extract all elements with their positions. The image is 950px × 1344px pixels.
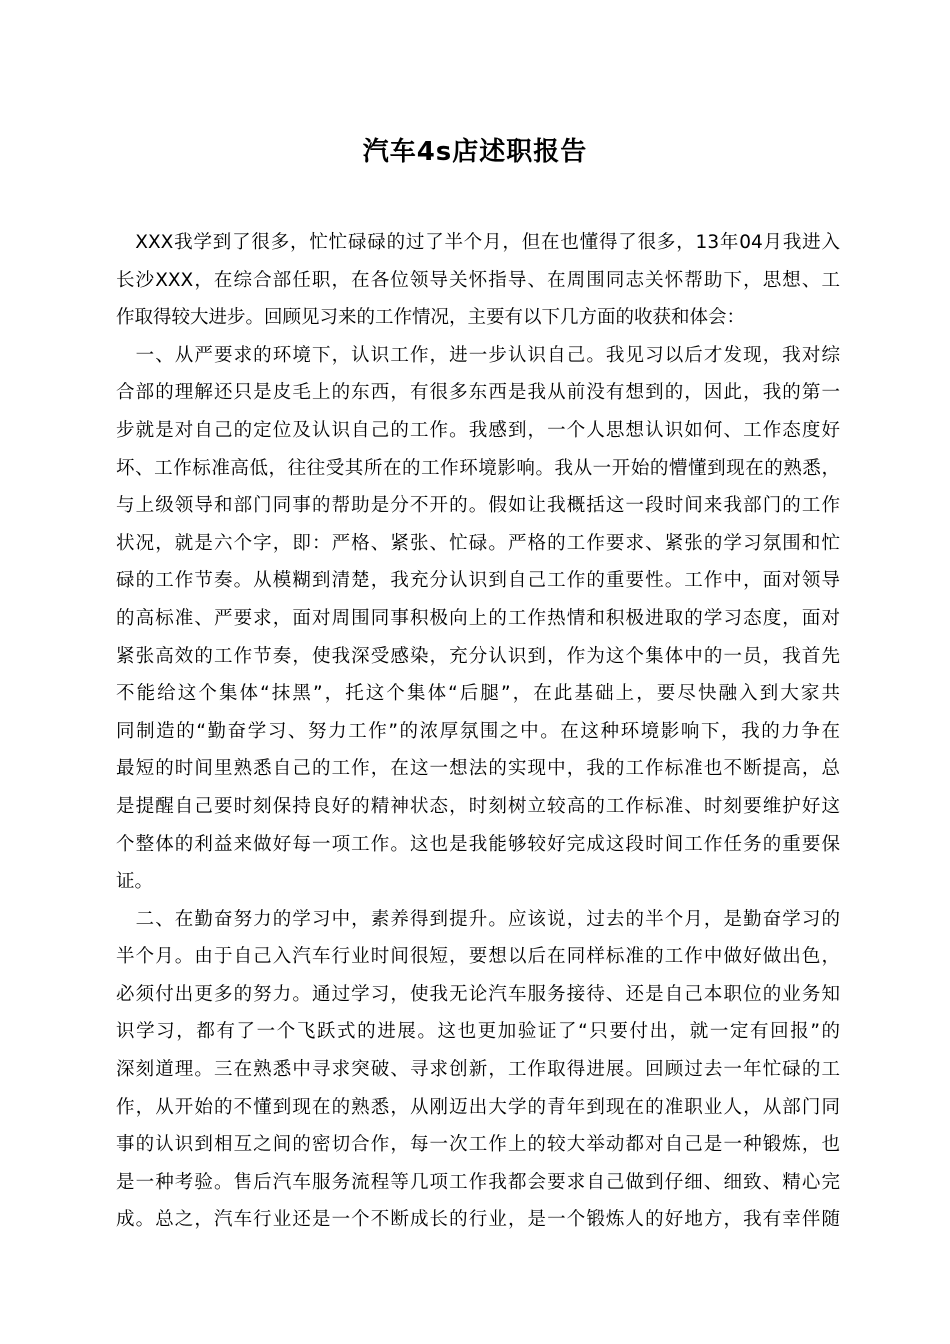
body-line: 深刻道理。三在熟悉中寻求突破、寻求创新，工作取得进展。回顾过去一年忙碌的工	[116, 1059, 840, 1081]
body-line: 坏、工作标准高低，往往受其所在的工作环境影响。我从一开始的懵懂到现在的熟悉，	[116, 457, 840, 479]
body-line: 识学习，都有了一个飞跃式的进展。这也更加验证了“只要付出，就一定有回报”的	[116, 1021, 840, 1043]
body-line: 事的认识到相互之间的密切合作，每一次工作上的较大举动都对自己是一种锻炼，也	[116, 1134, 840, 1156]
body-line: 是提醒自己要时刻保持良好的精神状态，时刻树立较高的工作标准、时刻要维护好这	[116, 795, 840, 817]
body-line: 同制造的“勤奋学习、努力工作”的浓厚氛围之中。在这种环境影响下，我的力争在	[116, 720, 840, 742]
body-line: 证。	[116, 871, 154, 893]
body-line: 合部的理解还只是皮毛上的东西，有很多东西是我从前没有想到的，因此，我的第一	[116, 382, 840, 404]
body-line: 最短的时间里熟悉自己的工作，在这一想法的实现中，我的工作标准也不断提高，总	[116, 758, 840, 780]
document-title: 汽车4s店述职报告	[362, 137, 588, 167]
body-line: 二、在勤奋努力的学习中，素养得到提升。应该说，过去的半个月，是勤奋学习的	[116, 908, 840, 930]
body-line: XXX我学到了很多，忙忙碌碌的过了半个月，但在也懂得了很多，13年04月我进入	[116, 232, 840, 253]
body-line: 碌的工作节奏。从模糊到清楚，我充分认识到自己工作的重要性。工作中，面对领导	[116, 570, 840, 592]
body-line: 步就是对自己的定位及认识自己的工作。我感到，一个人思想认识如何、工作态度好	[116, 419, 840, 441]
body-line: 是一种考验。售后汽车服务流程等几项工作我都会要求自己做到仔细、细致、精心完	[116, 1171, 840, 1193]
body-line: 半个月。由于自己入汽车行业时间很短，要想以后在同样标准的工作中做好做出色，	[116, 946, 840, 968]
body-line: 不能给这个集体“抹黑”，托这个集体“后腿”，在此基础上，要尽快融入到大家共	[116, 683, 840, 705]
body-line: 与上级领导和部门同事的帮助是分不开的。假如让我概括这一段时间来我部门的工作	[116, 495, 840, 517]
body-line: 的高标准、严要求，面对周围同事积极向上的工作热情和积极进取的学习态度，面对	[116, 607, 840, 629]
body-line: 长沙XXX，在综合部任职，在各位领导关怀指导、在周围同志关怀帮助下，思想、工	[116, 269, 840, 291]
body-line: 一、从严要求的环境下，认识工作，进一步认识自己。我见习以后才发现，我对综	[116, 344, 840, 366]
body-line: 紧张高效的工作节奏，使我深受感染，充分认识到，作为这个集体中的一员，我首先	[116, 645, 840, 667]
body-line: 个整体的利益来做好每一项工作。这也是我能够较好完成这段时间工作任务的重要保	[116, 833, 840, 855]
body-line: 成。总之，汽车行业还是一个不断成长的行业，是一个锻炼人的好地方，我有幸伴随	[116, 1209, 840, 1231]
body-line: 作取得较大进步。回顾见习来的工作情况，主要有以下几方面的收获和体会：	[116, 307, 746, 329]
body-line: 作，从开始的不懂到现在的熟悉，从刚迈出大学的青年到现在的准职业人，从部门同	[116, 1096, 840, 1118]
body-line: 必须付出更多的努力。通过学习，使我无论汽车服务接待、还是自己本职位的业务知	[116, 983, 840, 1005]
document-body	[116, 224, 840, 1239]
body-line: 状况，就是六个字，即：严格、紧张、忙碌。严格的工作要求、紧张的学习氛围和忙	[116, 532, 840, 554]
